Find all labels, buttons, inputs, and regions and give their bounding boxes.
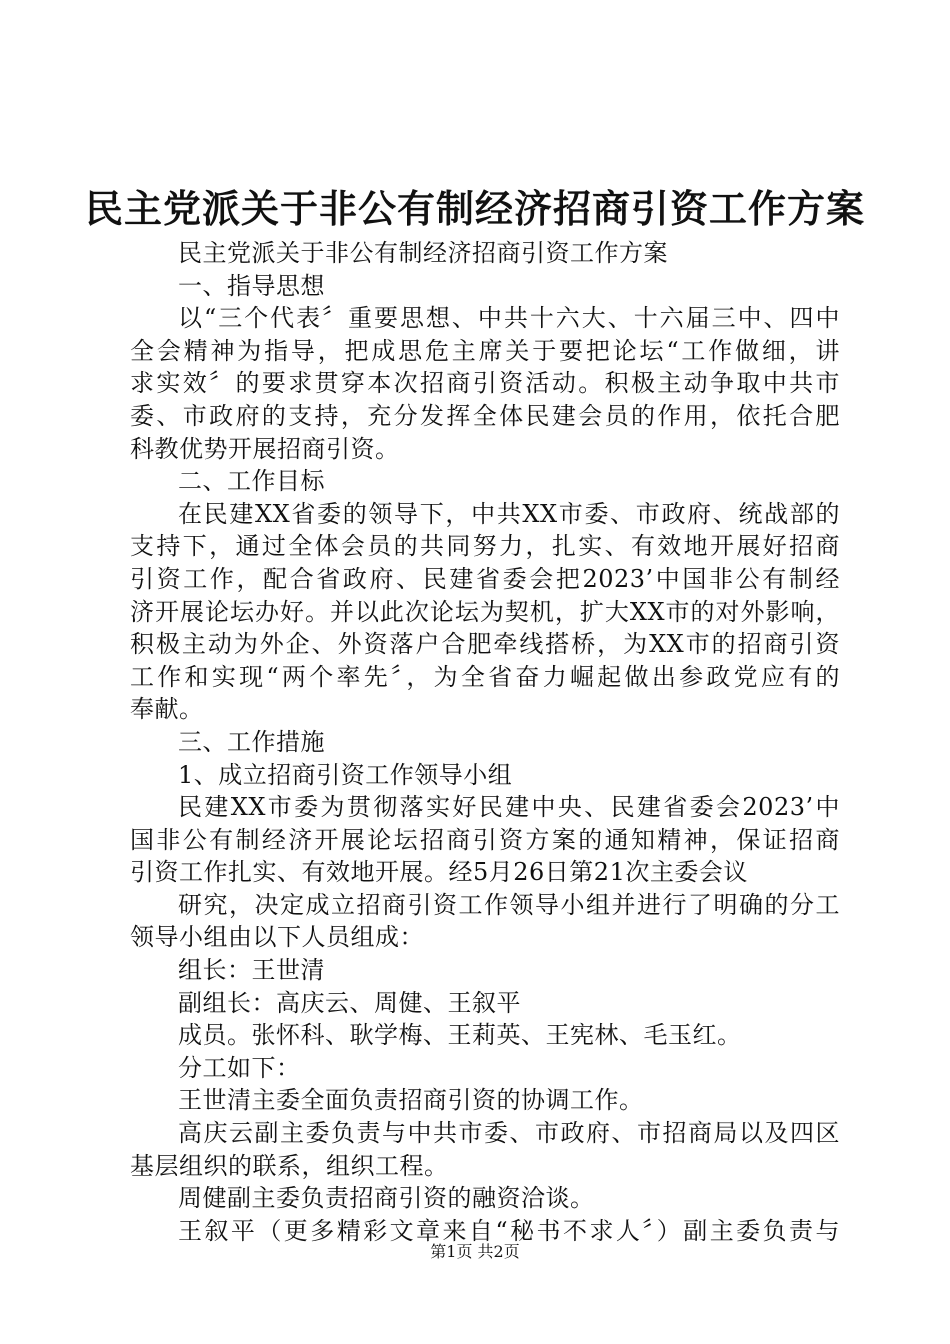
text-line: 研究，决定成立招商引资工作领导小组并进行了明确的分工 — [178, 890, 840, 919]
text-line: 济开展论坛办好。并以此次论坛为契机，扩大XX市的对外影响， — [130, 597, 840, 626]
text-line: 组长：王世清 — [178, 956, 325, 985]
text-line: 求实效〞的要求贯穿本次招商引资活动。积极主动争取中共市 — [130, 369, 840, 398]
text-line: 基层组织的联系，组织工程。 — [130, 1151, 449, 1180]
document-title: 民主党派关于非公有制经济招商引资工作方案 — [84, 186, 865, 231]
text-line: 引资工作扎实、有效地开展。经5月26日第21次主委会议 — [130, 858, 748, 887]
text-line: 引资工作，配合省政府、民建省委会把2023’中国非公有制经 — [130, 564, 840, 593]
text-line: 周健副主委负责招商引资的融资洽谈。 — [178, 1184, 595, 1213]
text-line: 委、市政府的支持，充分发挥全体民建会员的作用，依托合肥 — [130, 401, 840, 430]
text-line: 民主党派关于非公有制经济招商引资工作方案 — [178, 239, 668, 267]
text-line: 领导小组由以下人员组成： — [130, 923, 424, 952]
text-line: 科教优势开展招商引资。 — [130, 434, 400, 463]
text-line: 1、成立招商引资工作领导小组 — [178, 760, 513, 789]
text-line: 在民建XX省委的领导下，中共XX市委、市政府、统战部的 — [178, 499, 840, 528]
text-line: 奉献。 — [130, 695, 204, 724]
text-line: 二、工作目标 — [178, 467, 325, 496]
text-line: 分工如下： — [178, 1053, 301, 1082]
text-line: 王世清主委全面负责招商引资的协调工作。 — [178, 1086, 644, 1115]
text-line: 一、指导思想 — [178, 271, 325, 300]
text-line: 支持下，通过全体会员的共同努力，扎实、有效地开展好招商 — [130, 532, 840, 561]
text-line: 全会精神为指导，把成思危主席关于要把论坛“工作做细，讲 — [130, 336, 840, 365]
text-line: 成员。张怀科、耿学梅、王莉英、王宪林、毛玉红。 — [178, 1021, 742, 1050]
text-line: 国非公有制经济开展论坛招商引资方案的通知精神，保证招商 — [130, 825, 840, 854]
text-line: 高庆云副主委负责与中共市委、市政府、市招商局以及四区 — [178, 1119, 840, 1148]
page-footer: 第1页 共2页 — [430, 1242, 520, 1261]
text-line: 以“三个代表〞重要思想、中共十六大、十六届三中、四中 — [178, 304, 840, 333]
document-body — [130, 237, 840, 1247]
text-line: 三、工作措施 — [178, 727, 325, 756]
text-line: 积极主动为外企、外资落户合肥牵线搭桥，为XX市的招商引资 — [130, 630, 840, 659]
text-line: 民建XX市委为贯彻落实好民建中央、民建省委会2023’中 — [178, 793, 840, 822]
text-line: 王叙平（更多精彩文章来自“秘书不求人〞）副主委负责与 — [178, 1216, 840, 1245]
text-line: 副组长：高庆云、周健、王叙平 — [178, 988, 521, 1017]
text-line: 工作和实现“两个率先〞，为全省奋力崛起做出参政党应有的 — [130, 662, 840, 691]
